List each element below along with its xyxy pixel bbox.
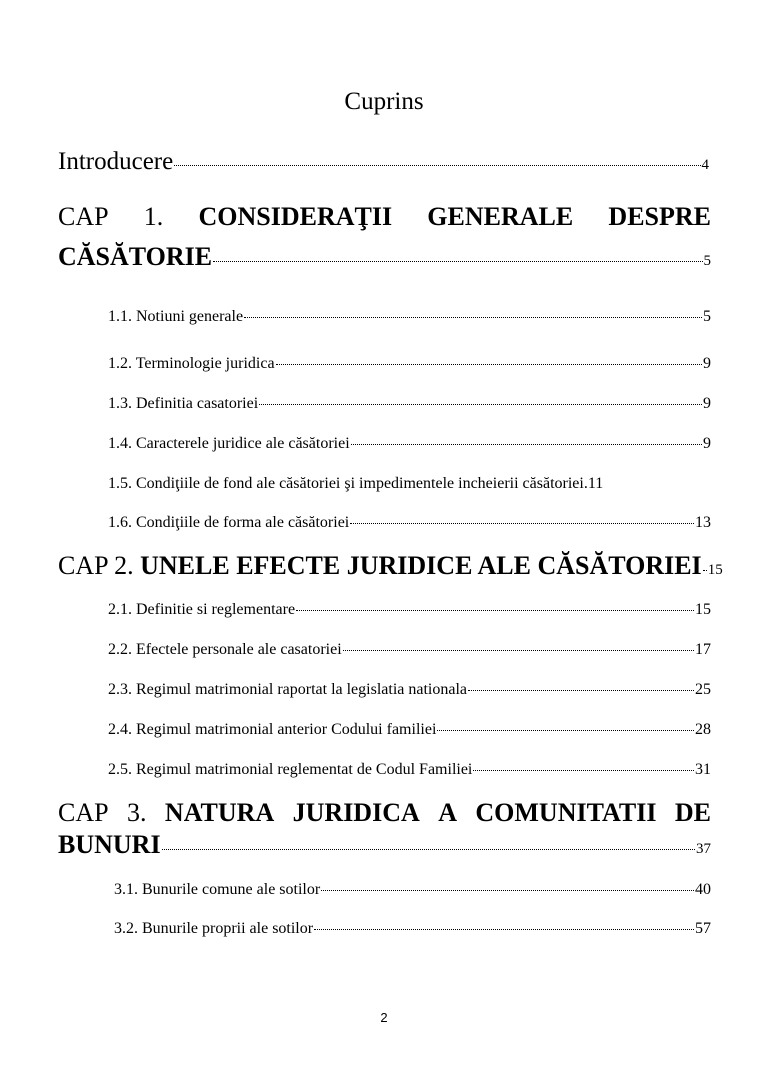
- page-title: Cuprins: [344, 88, 424, 115]
- toc-entry-label: Introducere: [58, 148, 174, 175]
- toc-section-2-3[interactable]: [108, 681, 711, 699]
- toc-entry-label: 1.5. Condiţiile de fond ale căsătoriei şi impedimentele incheierii căsătoriei.: [108, 475, 588, 492]
- toc-page-number: 4: [701, 157, 709, 173]
- chapter-title-word: A: [438, 798, 457, 827]
- toc-section-2-1[interactable]: [108, 601, 711, 619]
- chapter-prefix: CAP 2.: [58, 551, 134, 580]
- toc-page-number: 9: [703, 395, 711, 412]
- dot-leader: [343, 650, 694, 651]
- toc-entry-label: 1.6. Condiţiile de forma ale căsătoriei: [108, 514, 350, 531]
- toc-entry-label: 1.1. Notiuni generale: [108, 308, 244, 325]
- chapter-heading-line-2: [58, 830, 711, 860]
- toc-page-number: 5: [703, 308, 711, 325]
- toc-section-1-2[interactable]: [108, 355, 711, 373]
- chapter-title-word: GENERALE: [427, 202, 574, 231]
- toc-entry-label: 2.3. Regimul matrimonial raportat la legislatia nationala: [108, 681, 468, 698]
- toc-section-2-2[interactable]: [108, 641, 711, 659]
- toc-page-number: 9: [703, 355, 711, 372]
- chapter-heading-line-1: [58, 798, 711, 828]
- toc-page-number: 11: [587, 475, 604, 492]
- dot-leader: [314, 929, 694, 930]
- toc-section-1-6[interactable]: [108, 514, 711, 532]
- toc-page-number: 40: [695, 881, 711, 898]
- dot-leader: [162, 849, 695, 850]
- toc-page-number: 37: [696, 841, 711, 857]
- toc-entry-introducere[interactable]: [58, 148, 709, 176]
- toc-entry-label: 3.1. Bunurile comune ale sotilor: [114, 881, 321, 898]
- chapter-number: 3.: [127, 798, 147, 827]
- toc-page-number: 25: [695, 681, 711, 698]
- toc-page-number: 57: [695, 920, 711, 937]
- page-number: 2: [380, 1010, 388, 1025]
- chapter-title-word: NATURA: [164, 798, 275, 827]
- toc-chapter-2[interactable]: [58, 551, 723, 581]
- toc-page-number: 31: [695, 761, 711, 778]
- toc-entry-label: 1.2. Terminologie juridica: [108, 355, 275, 372]
- dot-leader: [473, 770, 694, 771]
- toc-entry-label: 2.1. Definitie si reglementare: [108, 601, 296, 618]
- toc-page-number: 15: [707, 562, 723, 578]
- toc-section-3-1[interactable]: [114, 881, 711, 899]
- dot-leader: [437, 730, 694, 731]
- chapter-heading-line-2: [58, 242, 711, 272]
- chapter-title-word: CĂSĂTORIE: [58, 242, 213, 271]
- chapter-title-word: JURIDICA: [292, 798, 420, 827]
- toc-entry-label: 2.5. Regimul matrimonial reglementat de Codul Familiei: [108, 761, 473, 778]
- dot-leader: [244, 317, 702, 318]
- dot-leader: [350, 523, 694, 524]
- toc-entry-label: 1.4. Caracterele juridice ale căsătoriei: [108, 435, 350, 452]
- chapter-heading-line-1: [58, 202, 711, 232]
- dot-leader: [213, 261, 702, 262]
- dot-leader: [174, 165, 700, 166]
- chapter-cap: CAP: [58, 202, 109, 231]
- toc-page-number: 5: [703, 253, 711, 269]
- toc-section-1-1[interactable]: [108, 308, 711, 326]
- dot-leader: [468, 690, 694, 691]
- toc-chapter-1[interactable]: [58, 202, 711, 272]
- toc-entry-label: 1.3. Definitia casatoriei: [108, 395, 259, 412]
- chapter-title-word: COMUNITATII: [475, 798, 657, 827]
- toc-chapter-3[interactable]: [58, 798, 711, 860]
- toc-section-1-3[interactable]: [108, 395, 711, 413]
- toc-page-number: 15: [695, 601, 711, 618]
- toc-section-2-5[interactable]: [108, 761, 711, 779]
- chapter-title-word: DESPRE: [608, 202, 711, 231]
- toc-section-1-5[interactable]: [108, 475, 711, 493]
- toc-entry-label: 2.2. Efectele personale ale casatoriei: [108, 641, 342, 658]
- chapter-title-word: BUNURI: [58, 830, 161, 859]
- toc-page-number: 13: [695, 514, 711, 531]
- chapter-title-word: DE: [674, 798, 711, 827]
- chapter-cap: CAP: [58, 798, 109, 827]
- dot-leader: [321, 890, 694, 891]
- dot-leader: [703, 570, 707, 571]
- toc-page-number: 9: [703, 435, 711, 452]
- dot-leader: [296, 610, 694, 611]
- toc-entry-label: 2.4. Regimul matrimonial anterior Codului familiei: [108, 721, 437, 738]
- dot-leader: [276, 364, 702, 365]
- chapter-title: UNELE EFECTE JURIDICE ALE CĂSĂTORIEI: [140, 551, 702, 580]
- toc-page-number: 28: [695, 721, 711, 738]
- chapter-title-word: CONSIDERAŢII: [198, 202, 393, 231]
- toc-section-2-4[interactable]: [108, 721, 711, 739]
- toc-page-number: 17: [695, 641, 711, 658]
- toc-section-1-4[interactable]: [108, 435, 711, 453]
- toc-entry-label: 3.2. Bunurile proprii ale sotilor: [114, 920, 314, 937]
- dot-leader: [259, 404, 702, 405]
- chapter-number: 1.: [143, 202, 164, 231]
- dot-leader: [351, 444, 702, 445]
- toc-section-3-2[interactable]: [114, 920, 711, 938]
